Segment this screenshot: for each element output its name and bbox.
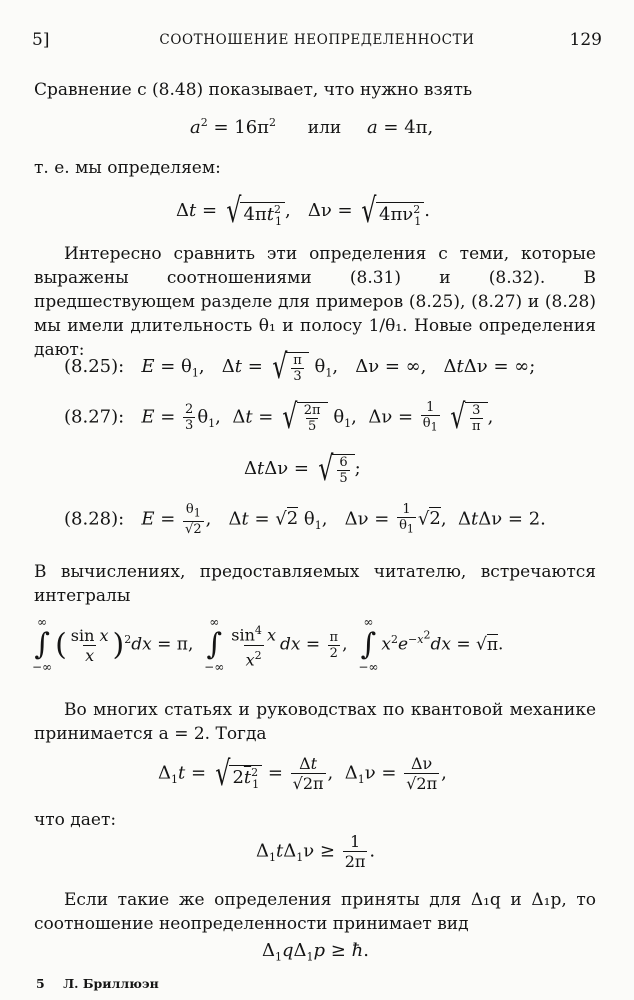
sqrt-symbol: √ $\frac{6}{5}$ — [315, 452, 355, 486]
paragraph-6: что дает: — [34, 810, 117, 830]
equation-uncertainty: $\Delta_1q\Delta_1p$ ≥ ħ. — [262, 940, 369, 964]
equation-label-8-27: (8.27): — [64, 406, 125, 428]
paragraph-2: т. е. мы определяем: — [34, 158, 221, 178]
integral-sign: ∞ ∫ −∞ — [358, 615, 379, 674]
paragraph-5: Во многих статьях и руководствах по квантовой механике принимается a = 2. Тогда — [34, 700, 596, 744]
paragraph-1: Сравнение с (8.48) показывает, что нужно взять — [34, 80, 473, 100]
section-number: 5] — [32, 30, 50, 50]
equation-8-27: (8.27): E = $\frac{2}{3}$ $\theta_1$, Δt = √ $\frac{2\pi}{5}$ $\theta_1$, Δν = $\frac{1}{\theta_1}$ √ $\frac{3}{\pi}$ , — [64, 397, 494, 438]
footer — [36, 976, 159, 991]
equation-8-27-product: ΔtΔν = √ $\frac{6}{5}$ ; — [244, 449, 361, 489]
running-header — [32, 30, 602, 54]
footer-author: Л. Бриллюэн — [63, 976, 159, 991]
sqrt-symbol: √ $\frac{\pi}{3}$ — [269, 350, 309, 384]
sqrt-symbol: √ $4\pi t^2_1$ — [223, 194, 285, 228]
equation-definitions: Δt = √ $4\pi t^2_1$ , Δν = √ $4\pi\nu^2_1$ . — [176, 191, 430, 231]
integral-sign: ∞ ∫ −∞ — [32, 615, 53, 674]
paragraph-3: Интересно сравнить эти определения с теми, которые выражены соотношениями (8.31) и (8.32). В предшествующем разделе для примеров (8.25), (8.27) и (8.28) мы имели длительность θ₁ и полосу 1/θ₁. Новые определения дают: — [34, 244, 596, 360]
equation-a-choice: $a^2 = 16\pi^2$ или a = 4π, — [190, 116, 434, 138]
equation-label-8-28: (8.28): — [64, 508, 125, 530]
equation-8-28: (8.28): E = $\frac{\theta_1}{√2}$ , Δt = √2 $\theta_1$, Δν = $\frac{1}{\theta_1}$ √2, ΔtΔν = 2. — [64, 502, 546, 537]
sqrt-symbol: √ $4\pi\nu^2_1$ — [358, 194, 424, 228]
page-number: 129 — [569, 30, 602, 50]
paragraph-7: Если такие же определения приняты для Δ₁q и Δ₁p, то соотношение неопределенности принимает вид — [34, 890, 596, 934]
sqrt-symbol: √ $2\overline{t}^2_1$ — [212, 757, 262, 791]
sqrt-symbol: √ $\frac{3}{\pi}$ — [447, 400, 487, 434]
equation-label-8-25: (8.25): — [64, 356, 125, 377]
equation-delta1: $\Delta_1t$ = √ $2\overline{t}^2_1$ = $\frac{\Delta t}{√2\pi}$ , $\Delta_1\nu$ = $\frac{\Delta\nu}{√2\pi}$ , — [158, 753, 447, 794]
integral-sign: ∞ ∫ −∞ — [204, 615, 225, 674]
running-title: СООТНОШЕНИЕ НЕОПРЕДЕЛЕННОСТИ — [159, 32, 475, 48]
equation-product-bound: $\Delta_1t\Delta_1\nu$ ≥ $\frac{1}{2\pi}$ . — [256, 832, 376, 871]
or-word: или — [307, 118, 342, 138]
equation-integrals: ∞ ∫ −∞ ( $\frac{\text{sin x}}{x}$ )$^2$dx = π, ∞ ∫ −∞ $\frac{\sin^4 x}{x^2}$ dx = $\frac{\pi}{2}$ , ∞ ∫ −∞ $x^2e^{-x^2}dx = √\pi$. — [32, 615, 504, 674]
equation-8-25: (8.25): $E = \theta_1$, Δt = √ $\frac{\pi}{3}$ $\theta_1$, Δν = ∞, ΔtΔν = ∞; — [64, 347, 536, 387]
sqrt-symbol: √ $\frac{2\pi}{5}$ — [279, 400, 328, 434]
paragraph-4: В вычислениях, предоставляемых читателю, встречаются интегралы — [34, 562, 596, 606]
printer-signature: 5 — [36, 976, 45, 991]
